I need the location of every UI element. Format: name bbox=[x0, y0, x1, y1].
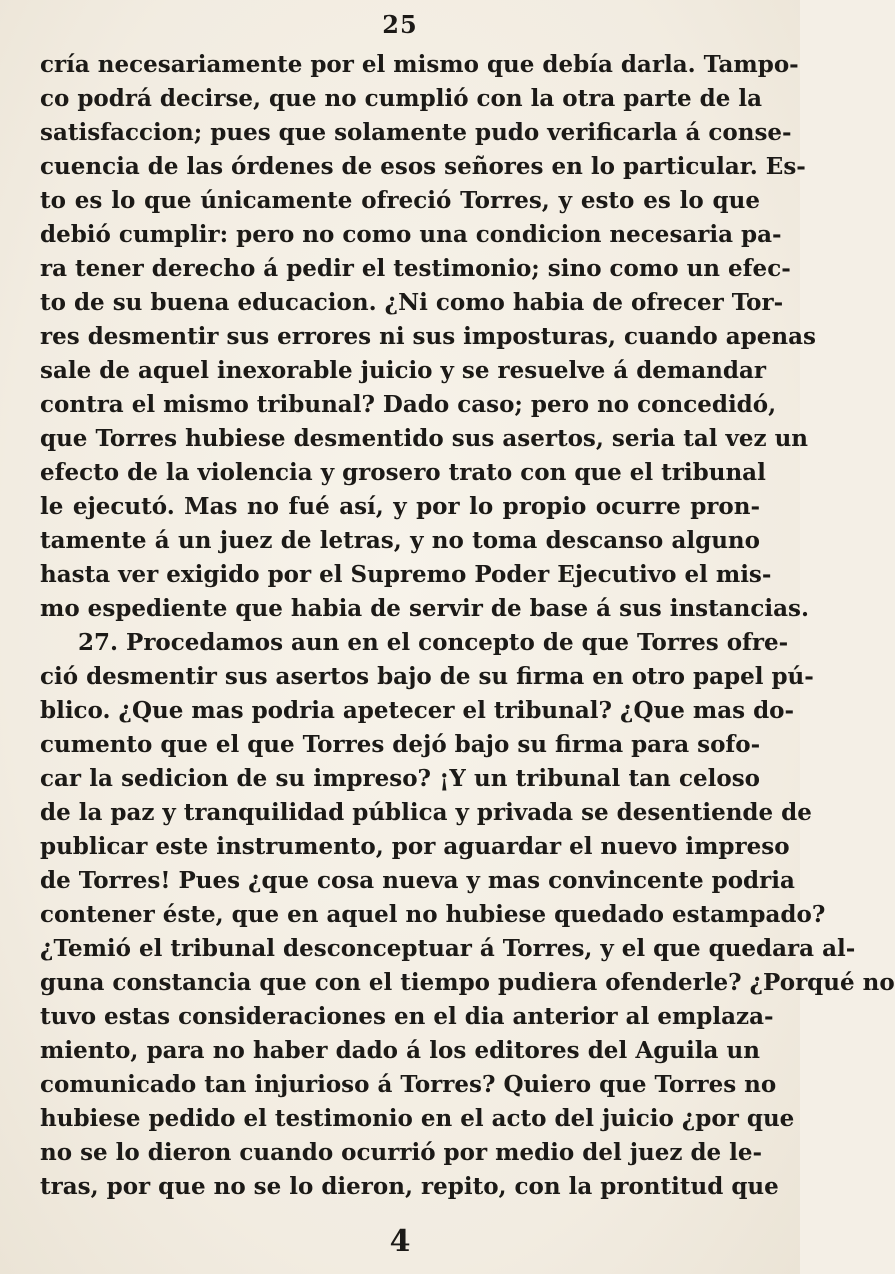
text-line: que Torres hubiese desmentido sus asertos, seria tal vez un bbox=[40, 425, 809, 452]
signature-mark: 4 bbox=[389, 1224, 411, 1259]
text-line: sale de aquel inexorable juicio y se resuelve á demandar bbox=[40, 357, 766, 384]
text-line: ¿Temió el tribunal desconceptuar á Torres, y el que quedara al- bbox=[40, 935, 856, 962]
text-line: efecto de la violencia y grosero trato con que el tribunal bbox=[40, 459, 766, 486]
text-line: co podrá decirse, que no cumplió con la otra parte de la bbox=[40, 85, 762, 112]
text-line: to de su buena educacion. ¿Ni como habia de ofrecer Tor- bbox=[40, 289, 784, 316]
text-line: guna constancia que con el tiempo pudiera ofenderle? ¿Porqué no bbox=[40, 969, 895, 996]
text-line: ra tener derecho á pedir el testimonio; sino como un efec- bbox=[40, 255, 791, 282]
text-line: miento, para no haber dado á los editores del Aguila un bbox=[40, 1037, 760, 1064]
text-line: cumento que el que Torres dejó bajo su firma para sofo- bbox=[40, 731, 761, 758]
text-line: de Torres! Pues ¿que cosa nueva y mas convincente podria bbox=[40, 867, 795, 894]
text-line: de la paz y tranquilidad pública y privada se desentiende de bbox=[40, 799, 812, 826]
text-line: satisfaccion; pues que solamente pudo verificarla á conse- bbox=[40, 119, 792, 146]
text-line: tamente á un juez de letras, y no toma descanso alguno bbox=[40, 527, 760, 554]
text-line: hasta ver exigido por el Supremo Poder Ejecutivo el mis- bbox=[40, 561, 772, 588]
text-line: le ejecutó. Mas no fué así, y por lo propio ocurre pron- bbox=[40, 493, 760, 520]
text-line: contra el mismo tribunal? Dado caso; pero no concedidó, bbox=[40, 391, 777, 418]
text-line: car la sedicion de su impreso? ¡Y un tribunal tan celoso bbox=[40, 765, 760, 792]
text-line: cuencia de las órdenes de esos señores en lo particular. Es- bbox=[40, 153, 806, 180]
text-line: hubiese pedido el testimonio en el acto del juicio ¿por que bbox=[40, 1105, 795, 1132]
text-line: debió cumplir: pero no como una condicion necesaria pa- bbox=[40, 221, 782, 248]
text-line: to es lo que únicamente ofreció Torres, y esto es lo que bbox=[40, 187, 760, 214]
text-line: tuvo estas consideraciones en el dia anterior al emplaza- bbox=[40, 1003, 774, 1030]
text-line: tras, por que no se lo dieron, repito, con la prontitud que bbox=[40, 1173, 779, 1200]
text-line: mo espediente que habia de servir de base á sus instancias. bbox=[40, 595, 809, 622]
body-text bbox=[40, 48, 895, 1204]
text-line: publicar este instrumento, por aguardar el nuevo impreso bbox=[40, 833, 790, 860]
text-line: cría necesariamente por el mismo que debía darla. Tampo- bbox=[40, 51, 799, 78]
text-line: blico. ¿Que mas podria apetecer el tribunal? ¿Que mas do- bbox=[40, 697, 795, 724]
text-line: no se lo dieron cuando ocurrió por medio del juez de le- bbox=[40, 1139, 763, 1166]
page-number: 25 bbox=[382, 10, 418, 39]
text-line: ció desmentir sus asertos bajo de su firma en otro papel pú- bbox=[40, 663, 814, 690]
paragraph-start-line: 27. Procedamos aun en el concepto de que Torres ofre- bbox=[78, 629, 789, 656]
text-line: contener éste, que en aquel no hubiese quedado estampado? bbox=[40, 901, 826, 928]
text-line: comunicado tan injurioso á Torres? Quiero que Torres no bbox=[40, 1071, 777, 1098]
text-line: res desmentir sus errores ni sus imposturas, cuando apenas bbox=[40, 323, 816, 350]
